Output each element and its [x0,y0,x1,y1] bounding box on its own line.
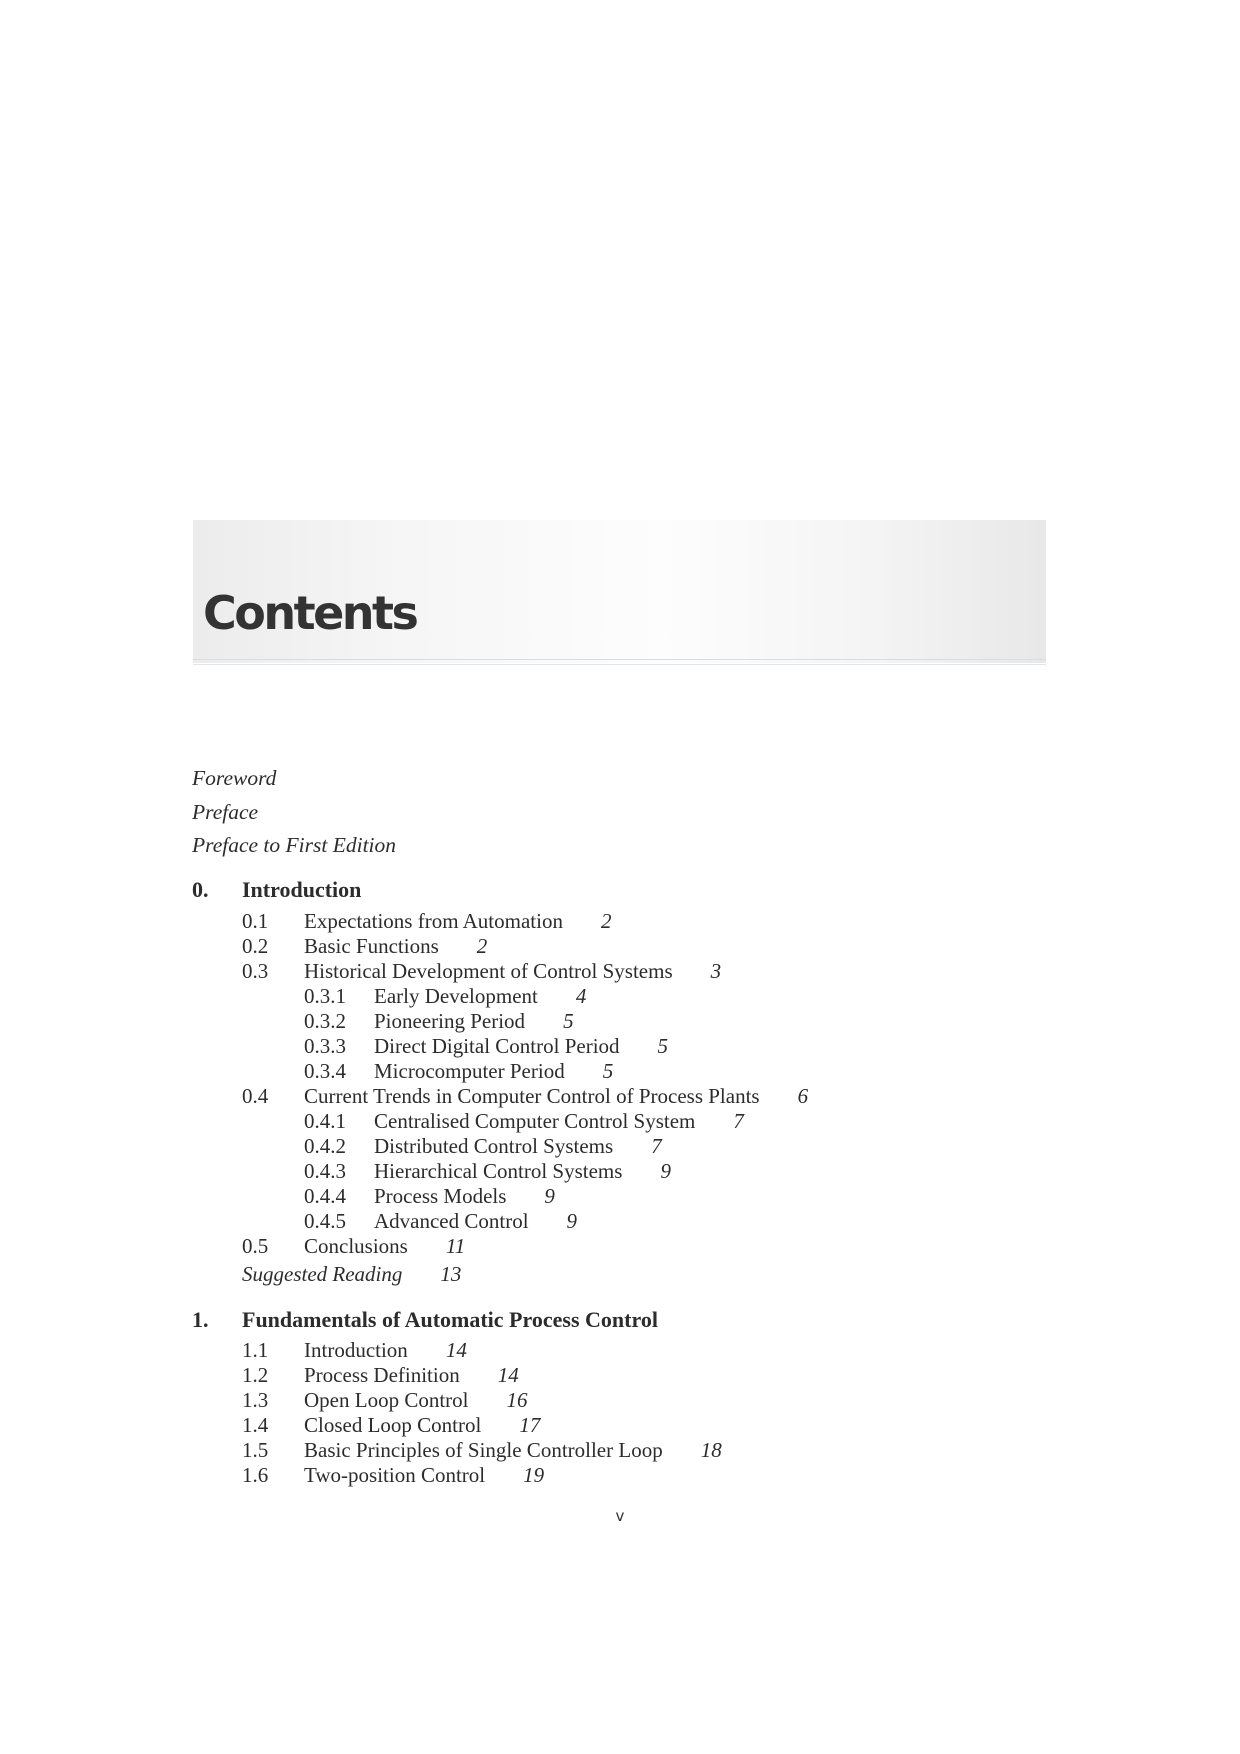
section-title: Basic Principles of Single Controller Loop [304,1438,663,1462]
subsection-page: 7 [651,1134,662,1158]
subsection-number: 0.4.3 [304,1159,346,1183]
chapter-title: Fundamentals of Automatic Process Control [242,1307,658,1332]
section-number: 0.4 [242,1084,269,1108]
section-number: 1.3 [242,1388,269,1412]
section-number: 0.5 [242,1234,269,1258]
subsection-page: 4 [575,984,587,1008]
section-number: 0.3 [242,959,269,983]
section-number: 1.1 [242,1338,269,1362]
subsection-title: Early Development [374,984,538,1008]
section-title: Process Definition [304,1363,460,1387]
section-page: 17 [519,1413,541,1437]
section-number: 0.2 [242,934,269,958]
subsection-title: Advanced Control [374,1209,529,1233]
section-page: 18 [700,1438,722,1462]
section-page: 16 [506,1388,528,1412]
subsection-number: 0.4.5 [304,1209,346,1233]
subsection-number: 0.4.1 [304,1109,346,1133]
page-folio: v [615,1507,625,1525]
subsection-title: Hierarchical Control Systems [374,1159,623,1183]
subsection-page: 9 [544,1184,555,1208]
subsection-page: 5 [563,1009,574,1033]
section-title: Expectations from Automation [304,909,563,933]
section-page: 2 [476,934,488,958]
chapter-title: Introduction [242,877,362,902]
header-rule [193,664,1046,665]
chapter-number: 0. [192,877,209,902]
section-title: Two-position Control [304,1463,486,1487]
section-title: Basic Functions [304,934,439,958]
section-page: 3 [710,959,722,983]
reading-page: 13 [440,1262,462,1286]
subsection-title: Distributed Control Systems [374,1134,614,1158]
section-number: 1.4 [242,1413,269,1437]
subsection-number: 0.4.4 [304,1184,346,1208]
entry-title: Preface to First Edition [192,833,397,857]
section-number: 1.6 [242,1463,269,1487]
subsection-title: Direct Digital Control Period [374,1034,620,1058]
section-number: 1.2 [242,1363,269,1387]
subsection-title: Centralised Computer Control System [374,1109,696,1133]
section-title: Conclusions [304,1234,408,1258]
subsection-title: Pioneering Period [374,1009,526,1033]
section-page: 14 [497,1363,519,1387]
section-title: Closed Loop Control [304,1413,482,1437]
subsection-page: 9 [566,1209,578,1233]
entry-title: Foreword [192,766,277,790]
subsection-number: 0.3.1 [304,984,346,1008]
subsection-page: 7 [733,1109,744,1133]
subsection-page: 5 [657,1034,669,1058]
subsection-number: 0.3.2 [304,1009,346,1033]
section-number: 1.5 [242,1438,269,1462]
section-page: 19 [523,1463,545,1487]
page-title: Contents [203,586,417,640]
section-page: 11 [445,1234,466,1258]
reading-title: Suggested Reading [242,1262,403,1286]
header-rule [193,659,1046,660]
chapter-number: 1. [192,1307,209,1332]
subsection-number: 0.3.4 [304,1059,346,1083]
section-title: Open Loop Control [304,1388,469,1412]
subsection-number: 0.3.3 [304,1034,346,1058]
section-title: Current Trends in Computer Control of Process Plants [304,1084,760,1108]
section-page: 14 [445,1338,467,1362]
section-title: Historical Development of Control Systems [304,959,673,983]
subsection-title: Microcomputer Period [374,1059,565,1083]
subsection-page: 9 [660,1159,671,1183]
section-number: 0.1 [242,909,269,933]
subsection-title: Process Models [374,1184,507,1208]
subsection-number: 0.4.2 [304,1134,346,1158]
subsection-page: 5 [602,1059,614,1083]
section-page: 2 [600,909,612,933]
entry-title: Preface [192,800,259,824]
section-title: Introduction [304,1338,408,1362]
section-page: 6 [797,1084,809,1108]
